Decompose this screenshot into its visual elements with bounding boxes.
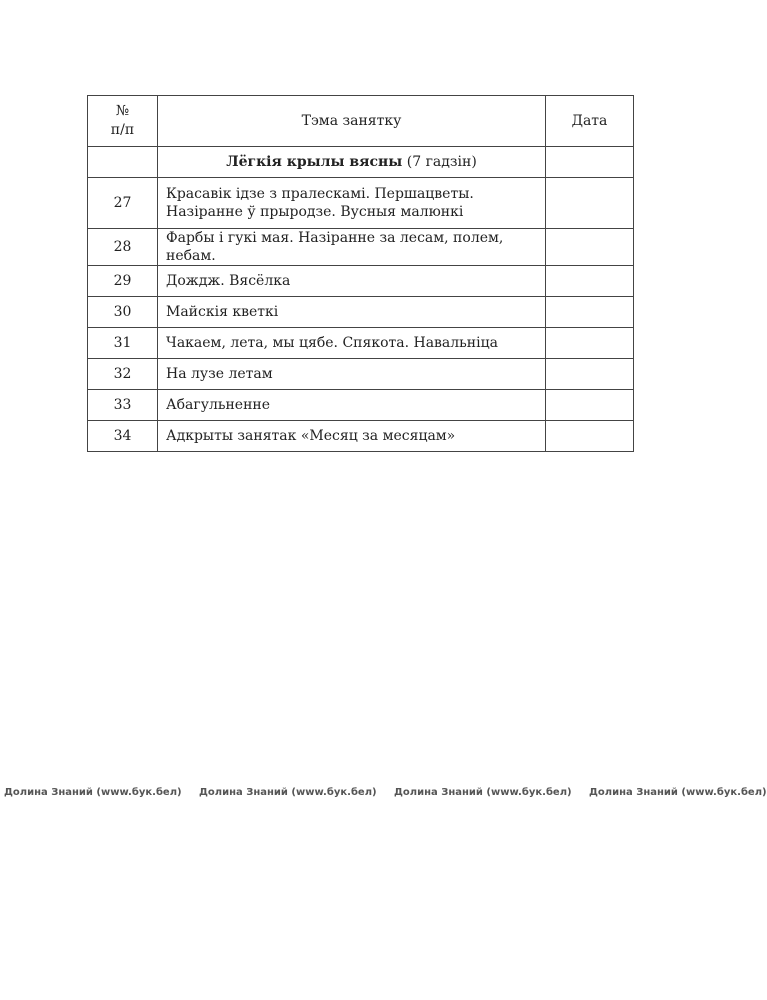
header-number <box>88 96 158 147</box>
row-date[interactable] <box>546 266 634 297</box>
row-number: 32 <box>88 359 158 390</box>
lesson-plan-table <box>87 95 634 452</box>
watermark-text: Долина Знаний (www.бук.бел) <box>394 787 572 798</box>
header-topic: Тэма занятку <box>158 96 546 147</box>
row-date[interactable] <box>546 178 634 229</box>
section-title-cell <box>158 147 546 178</box>
row-topic: Фарбы і гукі мая. Назіранне за лесам, полем, небам. <box>158 229 546 266</box>
watermark-strip <box>0 787 767 805</box>
table-row <box>88 178 634 229</box>
table-row <box>88 390 634 421</box>
section-date-cell <box>546 147 634 178</box>
table-row <box>88 266 634 297</box>
table-row <box>88 359 634 390</box>
row-number: 28 <box>88 229 158 266</box>
table-row <box>88 328 634 359</box>
row-topic: Абагульненне <box>158 390 546 421</box>
section-number-cell <box>88 147 158 178</box>
row-topic: Майскія кветкі <box>158 297 546 328</box>
header-date: Дата <box>546 96 634 147</box>
row-number: 31 <box>88 328 158 359</box>
table-row <box>88 421 634 452</box>
row-date[interactable] <box>546 359 634 390</box>
table-row <box>88 297 634 328</box>
row-topic: На лузе летам <box>158 359 546 390</box>
row-number: 30 <box>88 297 158 328</box>
row-number: 33 <box>88 390 158 421</box>
watermark-text: Долина Знаний (www.бук.бел) <box>199 787 377 798</box>
row-date[interactable] <box>546 297 634 328</box>
row-date[interactable] <box>546 421 634 452</box>
row-date[interactable] <box>546 328 634 359</box>
row-number: 29 <box>88 266 158 297</box>
header-number-abbr: п/п <box>110 122 135 138</box>
row-date[interactable] <box>546 390 634 421</box>
row-topic: Дождж. Вясёлка <box>158 266 546 297</box>
table-row <box>88 229 634 266</box>
row-topic: Чакаем, лета, мы цябе. Спякота. Навальніца <box>158 328 546 359</box>
section-row <box>88 147 634 178</box>
section-hours: (7 гадзін) <box>402 154 477 170</box>
row-topic: Красавік ідзе з пралескамі. Першацветы. Назіранне ў прыродзе. Вусныя малюнкі <box>158 178 546 229</box>
section-title: Лёгкія крылы вясны <box>226 154 403 170</box>
table-header-row <box>88 96 634 147</box>
watermark-text: Долина Знаний (www.бук.бел) <box>4 787 182 798</box>
watermark-text: Долина Знаний (www.бук.бел) <box>589 787 767 798</box>
row-topic: Адкрыты занятак «Месяц за месяцам» <box>158 421 546 452</box>
row-number: 34 <box>88 421 158 452</box>
row-date[interactable] <box>546 229 634 266</box>
header-number-symbol: № <box>115 103 130 119</box>
row-number: 27 <box>88 178 158 229</box>
